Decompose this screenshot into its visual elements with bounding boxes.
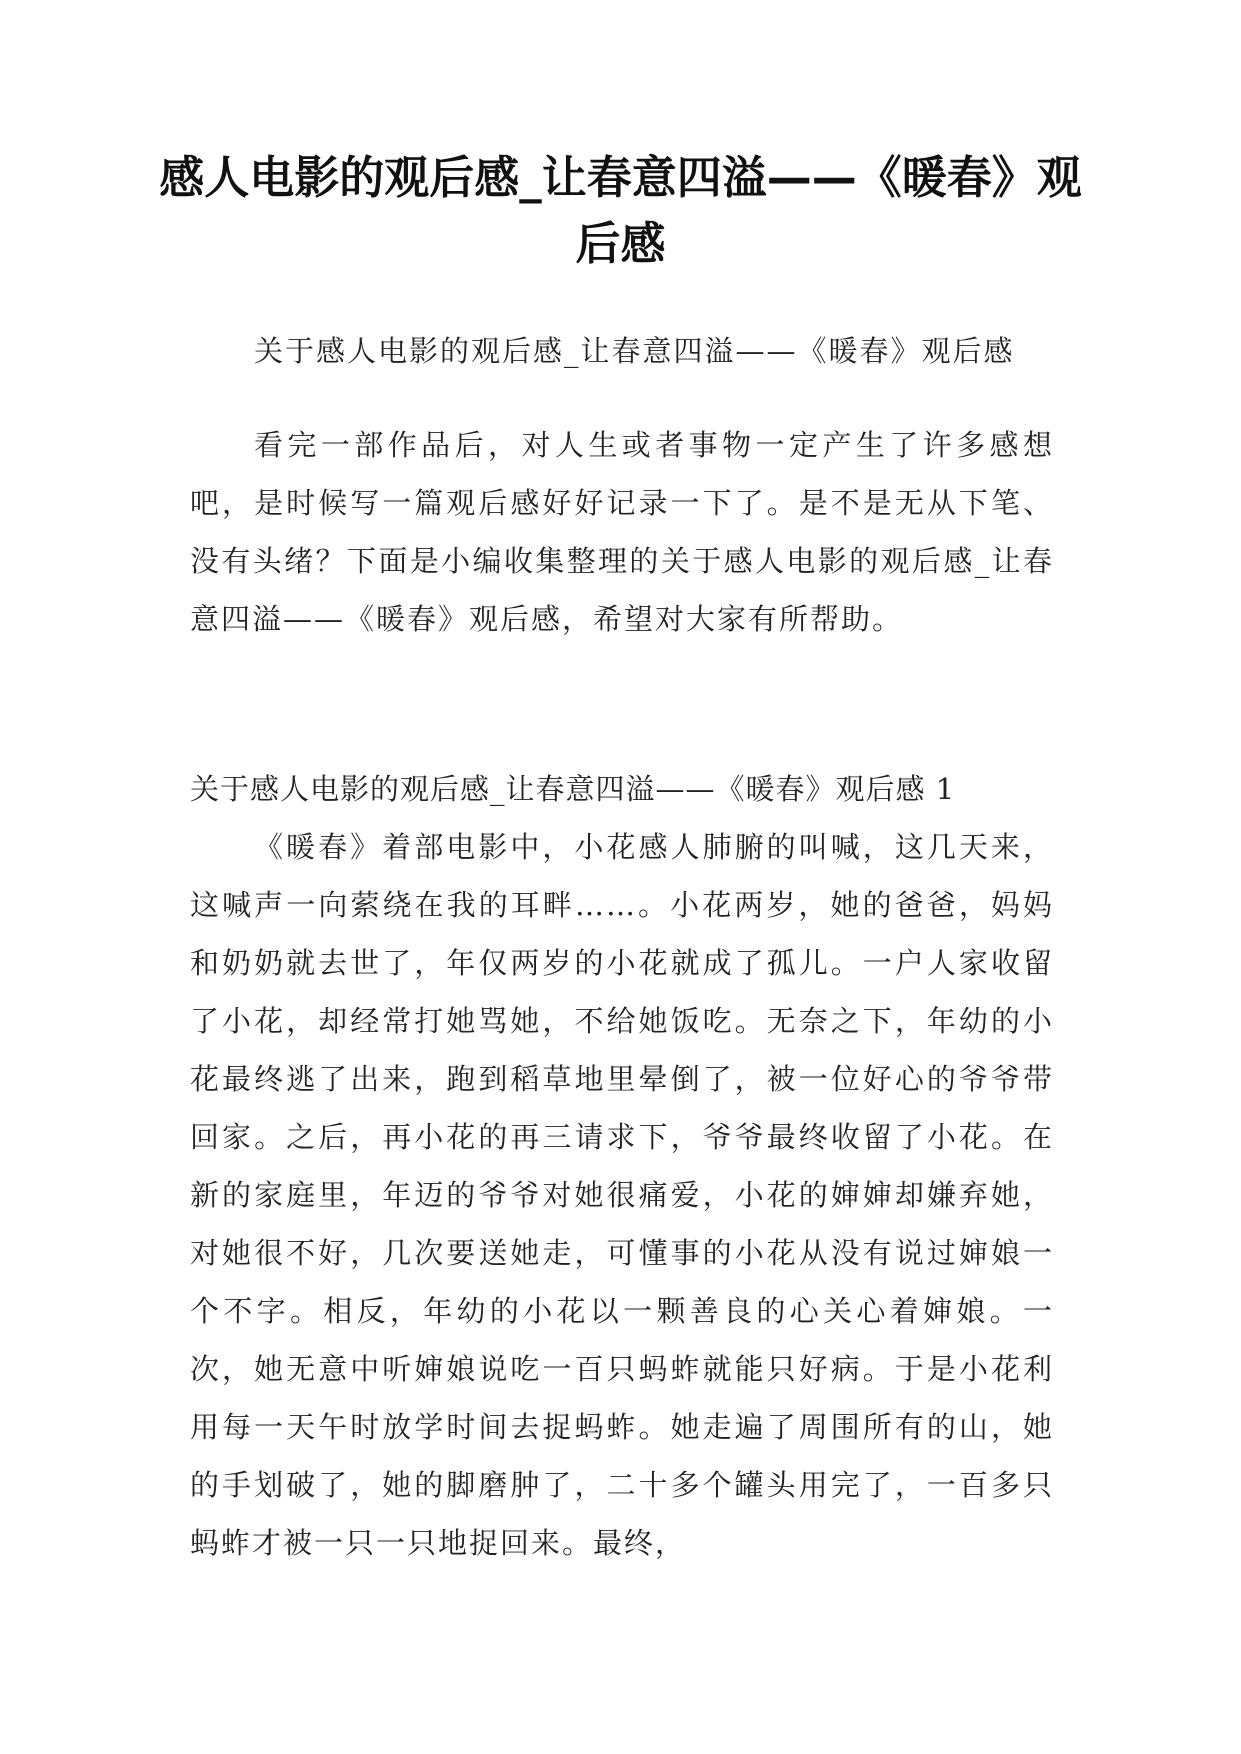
section-heading: 关于感人电影的观后感_让春意四溢——《暖春》观后感 1	[190, 772, 956, 806]
intro-paragraph: 看完一部作品后，对人生或者事物一定产生了许多感想吧，是时候写一篇观后感好好记录一下了。是不是无从下笔、没有头绪？下面是小编收集整理的关于感人电影的观后感_让春意四溢——《暖春》观后感，希望对大家有所帮助。	[190, 428, 1054, 636]
section-paragraph: 《暖春》着部电影中，小花感人肺腑的叫喊，这几天来，这喊声一向萦绕在我的耳畔……。小花两岁，她的爸爸，妈妈和奶奶就去世了，年仅两岁的小花就成了孤儿。一户人家收留了小花，却经常打她骂她，不给她饭吃。无奈之下，年幼的小花最终逃了出来，跑到稻草地里晕倒了，被一位好心的爷爷带回家。之后，再小花的再三请求下，爷爷最终收留了小花。在新的家庭里，年迈的爷爷对她很痛爱，小花的婶婶却嫌弃她，对她很不好，几次要送她走，可懂事的小花从没有说过婶娘一个不字。相反，年幼的小花以一颗善良的心关心着婶娘。一次，她无意中听婶娘说吃一百只蚂蚱就能只好病。于是小花利用每一天午时放学时间去捉蚂蚱。她走遍了周围所有的山，她的手划破了，她的脚磨肿了，二十多个罐头用完了，一百多只蚂蚱才被一只一只地捉回来。最终，	[190, 830, 1054, 1560]
subtitle-paragraph: 关于感人电影的观后感_让春意四溢——《暖春》观后感	[254, 334, 1015, 368]
document-title: 感人电影的观后感_让春意四溢——《暖春》观后感	[159, 151, 1082, 270]
